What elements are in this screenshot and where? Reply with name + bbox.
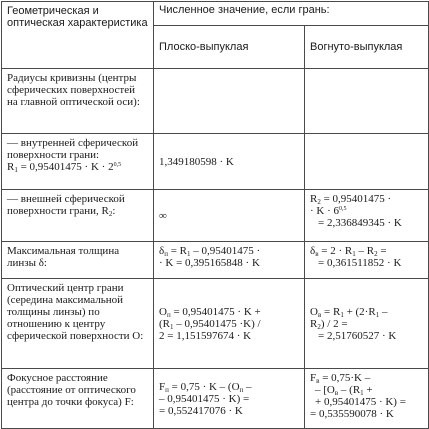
table-row-radii [2, 69, 429, 134]
outer-concave-line-1: $R_2 = 0,95401475$ · [310, 193, 392, 206]
center-plano-line-2: $(R_1 - 0,95401475 \cdot K)$ / [159, 317, 261, 331]
focal-concave-cell [305, 369, 429, 429]
inner-concave-cell [305, 134, 429, 190]
focal-plano-cell [154, 369, 305, 429]
center-label-cell [2, 279, 154, 369]
focal-concave-line-3: + 0,95401475 · K) = [315, 396, 406, 408]
focal-plano-line-3: = 0,552417076 · K [159, 404, 243, 417]
inner-formula: $R_1 = 0,95401475 \cdot K \cdot 2^{0,5}$ [7, 161, 122, 174]
header-characteristic [2, 2, 154, 69]
radii-label-cell [2, 69, 154, 134]
focal-label: Фокусное расстояние (расстояние от оптического центра до точки фокуса) F: [7, 372, 136, 408]
center-plano-cell [154, 279, 305, 369]
focal-concave-line-2: – [$О_в - (R_1$ + [315, 384, 373, 397]
thickness-plano-line-1: $\delta_п = R_1 - 0,95401475$ · [159, 245, 261, 258]
center-plano-line-3: 2 = 1,151597674 · K [159, 329, 252, 342]
thickness-concave-line-1: $\delta_в = 2 \cdot R_1 - R_2$ = [310, 245, 387, 258]
thickness-concave-line-2: = 0,361511852 · K [318, 257, 402, 269]
table-row-optical-center [2, 279, 429, 369]
table-row-outer-surface [2, 190, 429, 242]
center-concave-line-2: $R_2) / 2$ = [310, 317, 348, 331]
inner-label: — внутренней сферической поверхности грани: [7, 137, 139, 161]
header-plano-convex [154, 26, 305, 69]
thickness-plano-line-2: · K = 0,395165848 · K [159, 257, 260, 269]
thickness-label: Максимальная толщина линзы δ: [7, 245, 120, 269]
outer-label: — внешней сферической поверхности грани, $R_2$: [7, 193, 125, 218]
thickness-concave-cell [305, 242, 429, 279]
outer-plano-cell [154, 190, 305, 242]
thickness-label-cell [2, 242, 154, 279]
outer-concave-line-2: · $K \cdot 6^{0,5}$ [310, 205, 347, 217]
outer-label-cell [2, 190, 154, 242]
center-concave-cell [305, 279, 429, 369]
focal-concave-line-1: $F_в = 0,75\cdot K$ – [310, 372, 371, 385]
center-label: Оптический центр грани (середина максимальной толщины линзы) по отношению к центру сферической поверхности О: [7, 282, 144, 342]
header-values-group [154, 2, 429, 26]
inner-plano-cell [154, 134, 305, 190]
center-concave-line-1: $О_в = R_1 + (2\cdot R_1$ – [310, 305, 388, 319]
header-concave-convex-label: Вогнуто-выпуклая [310, 41, 403, 53]
focal-plano-line-2: – 0,95401475 · K) = [159, 392, 250, 405]
header-characteristic-label: Геометрическая и оптическая характеристика [7, 5, 148, 29]
header-row [2, 2, 429, 26]
lens-characteristics-table [1, 1, 429, 429]
center-plano-line-1: $О_п = 0,95401475 \cdot K$ + [159, 305, 261, 319]
outer-plano-value: ∞ [159, 209, 167, 222]
focal-label-cell [2, 369, 154, 429]
thickness-plano-cell [154, 242, 305, 279]
focal-plano-line-1: $F_п = 0,75 \cdot K - (О_п$ – [159, 380, 252, 394]
center-concave-line-3: = 2,51760527 · K [318, 329, 397, 342]
outer-concave-cell [305, 190, 429, 242]
table-row-focal-distance [2, 369, 429, 429]
radii-concave-cell [305, 69, 429, 134]
header-concave-convex [305, 26, 429, 69]
table-row-thickness [2, 242, 429, 279]
focal-concave-line-4: = 0,535590078 · K [310, 408, 394, 420]
radii-plano-cell [154, 69, 305, 134]
radii-label: Радиусы кривизны (центры сферических поверхностей на главной оптической оси): [7, 72, 140, 108]
header-values-group-label: Численное значение, если грань: [159, 4, 330, 16]
inner-label-cell [2, 134, 154, 190]
table-row-inner-surface [2, 134, 429, 190]
inner-plano-value: 1,349180598 · K [159, 155, 234, 168]
header-plano-convex-label: Плоско-выпуклая [159, 41, 249, 53]
outer-concave-line-3: = 2,336849345 · K [318, 217, 402, 229]
